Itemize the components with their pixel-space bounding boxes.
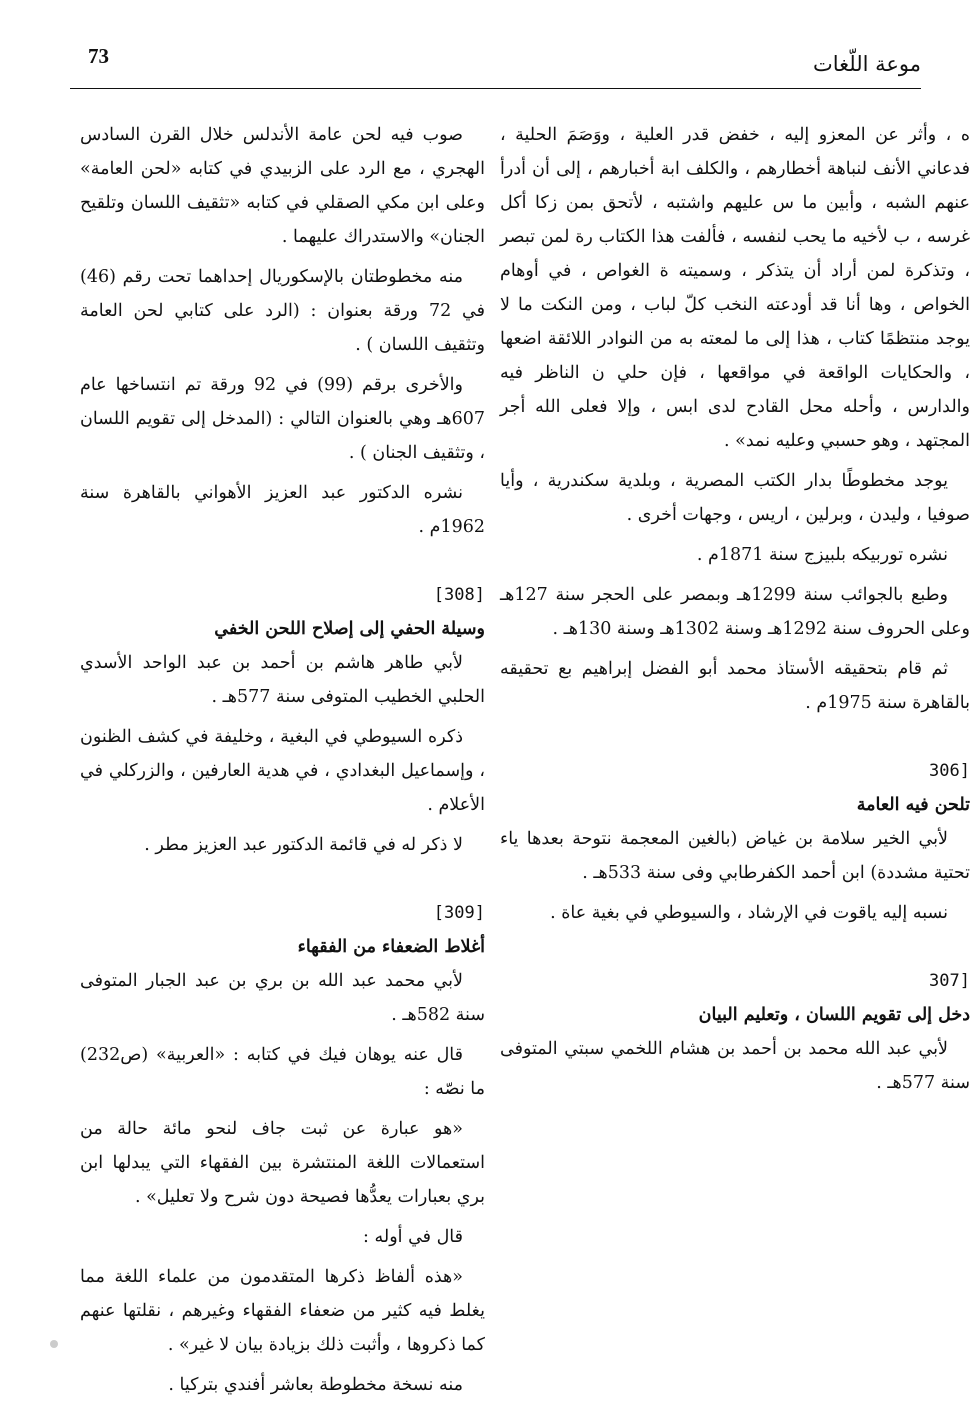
- entry-title-306: تلحن فيه العامة: [856, 795, 970, 815]
- paragraph: قال عنه يوهان فيك في كتابه : «العربية» (ص232) ما نصّه :: [80, 1045, 485, 1099]
- paragraph: يوجد مخطوطًا بدار الكتب المصرية ، وبلدية سكندرية ، وأيا صوفيا ، وليدن ، وبرلين ، اريس ، وجهات أخرى .: [500, 471, 970, 525]
- entry-number-308: [308]: [433, 585, 485, 605]
- paragraph: لأبي محمد عبد الله بن بري بن عبد الجبار المتوفى سنة 582هـ .: [80, 971, 485, 1025]
- paragraph: نشره الدكتور عبد العزيز الأهواني بالقاهرة سنة 1962م .: [80, 483, 485, 537]
- paragraph: لأبي عبد الله محمد بن أحمد بن هشام اللخمي سبتي المتوفى سنة 577هـ .: [500, 1039, 970, 1093]
- paragraph: والأخرى برقم (99) في 92 ورقة تم انتساخها عام 607هـ وهي بالعنوان التالي : (المدخل إلى تقويم اللسان ، وتثقيف الجنان ) .: [80, 375, 485, 463]
- header-rule: [70, 88, 921, 89]
- entry-number-307: [307: [929, 971, 970, 991]
- entry-number-309: [309]: [433, 903, 485, 923]
- paragraph: قال في أوله :: [363, 1227, 463, 1247]
- paragraph: ذكره السيوطي في البغية ، وخليفة في كشف الظنون ، وإسماعيل البغدادي ، في هدية العارفين ، والزركلي في الأعلام .: [80, 727, 485, 815]
- paragraph: نشره توربيكه بلبيزج سنة 1871م .: [696, 545, 948, 565]
- left-column: [80, 118, 485, 1408]
- paragraph: منه نسخة مخطوطة بعاشر أفندي بتركيا .: [168, 1375, 463, 1395]
- paragraph: وطبع بالجوائب سنة 1299هـ وبمصر على الحجر سنة 127هـ وعلى الحروف سنة 1292هـ وسنة 1302هـ وسنة 130هـ .: [500, 585, 970, 639]
- paragraph: ه ، وأثر عن المعزو إليه ، خفض قدر العلية ، ووَصَمَ الحلية ، فدعاني الأنف لنباهة أخطارهم ، والكلف ابة أخبارهم ، إلى أن أدرأ عنهم الشبه ، وأبين ما س عليهم واشتبه ، لأتحق بمن زكا أكل غرسه ، ب لأخيه ما يحب لنفسه ، فألفت هذا الكتاب رة لمن تبصر ، وتذكرة لمن أراد أن يتذكر ، وسميته ة الغواص ، في أوهام الخواص ، وها أنا قد أودعته النخب كلّ لباب ، ومن النكت ما لا يوجد منتظمًا كتاب ، هذا إلى ما لمعته به من النوادر اللائقة اضعها ، والحكايات الواقعة في مواقعها ، فإن حلي ن الناظر فيه والدارس ، وأحله محل القادح لدى ابس ، وإلا فعلى الله أجر المجتهد ، وهو حسبي وعليه نمد» .: [500, 125, 970, 451]
- paragraph: منه مخطوطتان بالإسكوريال إحداهما تحت رقم (46) في 72 ورقة بعنوان : (الرد على كتابي لحن العامة وتثقيف اللسان ) .: [80, 267, 486, 355]
- paragraph: لأبي الخير سلامة بن غياض (بالغين المعجمة نتوحة بعدها ياء تحتية مشددة) ابن أحمد الكفرطابي وفى سنة 533هـ .: [500, 829, 970, 883]
- page-number: 73: [88, 44, 109, 68]
- paragraph: «هذه ألفاظ ذكرها المتقدمون من علماء اللغة مما يغلط فيه كثير من ضعفاء الفقهاء وغيرهم ، نقلتها عنهم كما ذكروها ، وأثبت ذلك بزيادة بيان لا غير» .: [80, 1267, 485, 1355]
- paragraph: «هو عبارة عن ثبت جاف لنحو مائة حالة من استعمالات اللغة المنتشرة بين الفقهاء التي يبدلها ابن بري بعبارات يعدُّها فصيحة دون شرح ولا تعليل» .: [80, 1119, 485, 1207]
- entry-title-309: أغلاط الضعفاء من الفقهاء: [297, 937, 485, 957]
- paragraph: صوب فيه لحن عامة الأندلس خلال القرن السادس الهجري ، مع الرد على الزبيدي في كتابه «لحن العامة» وعلى ابن مكي الصقلي في كتابه «تثقيف اللسان وتلقيح الجنان» والاستدراك عليهما .: [80, 125, 485, 247]
- paragraph: لا ذكر له في قائمة الدكتور عبد العزيز مطر .: [144, 835, 463, 855]
- paragraph: لأبي طاهر هاشم بن أحمد بن عبد الواحد الأسدي الحلبي الخطيب المتوفى سنة 577هـ .: [80, 653, 485, 707]
- entry-title-307: دخل إلى تقويم اللسان ، وتعليم البيان: [698, 1005, 970, 1025]
- scan-speck: [50, 1340, 58, 1348]
- paragraph: نسبه إليه ياقوت في الإرشاد ، والسيوطي في بغية عاة .: [550, 903, 948, 923]
- paragraph: ثم قام بتحقيقه الأستاذ محمد أبو الفضل إبراهيم بع تحقيقه بالقاهرة سنة 1975م .: [500, 659, 970, 713]
- entry-title-308: وسيلة الحفي إلى إصلاح اللحن الخفي: [214, 619, 485, 639]
- right-column: [500, 118, 970, 1106]
- running-head: موعة اللّغات: [812, 52, 921, 76]
- entry-number-306: [306: [929, 761, 970, 781]
